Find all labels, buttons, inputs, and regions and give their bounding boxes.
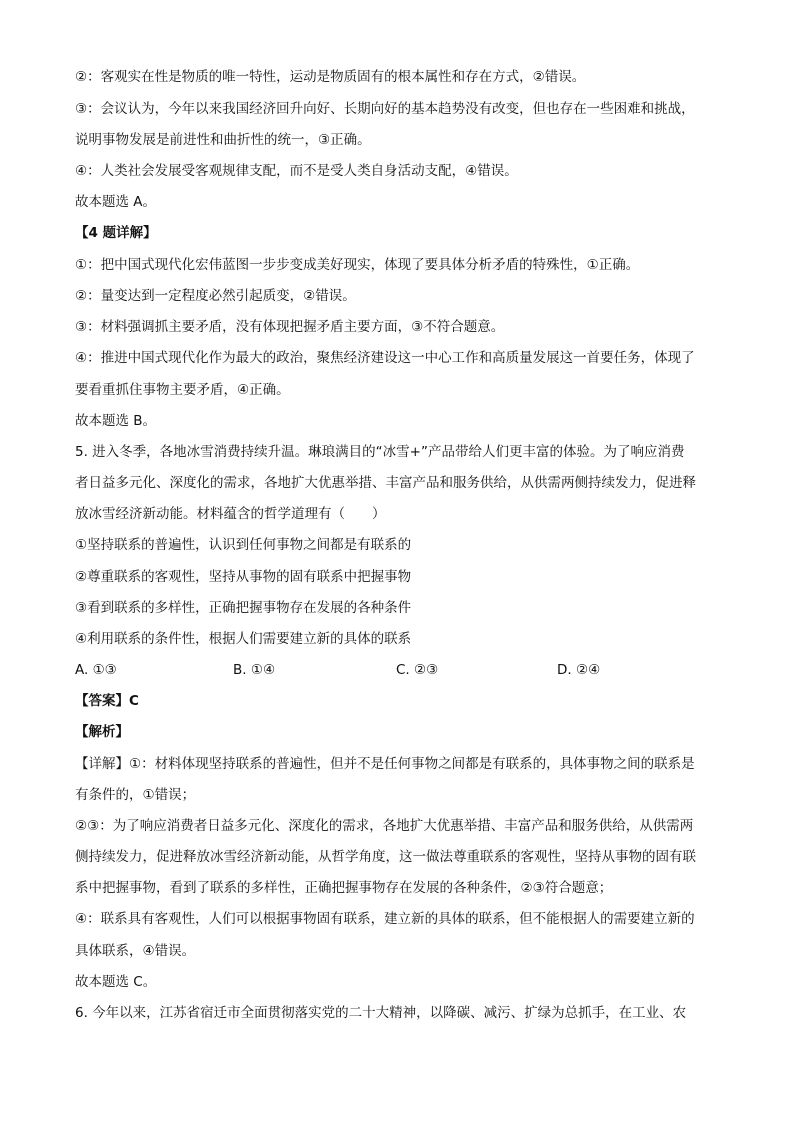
text-line: ③：会议认为，今年以来我国经济回升向好、长期向好的基本趋势没有改变，但也存在一些困难和挑战， [75, 101, 695, 117]
text-line: 要看重抓住事物主要矛盾，④正确。 [75, 382, 290, 398]
q4-heading: 【4 题详解】 [75, 225, 157, 241]
text-line: ②：客观实在性是物质的唯一特性，运动是物质固有的根本属性和存在方式，②错误。 [75, 69, 586, 85]
option-c: C. ②③ [396, 662, 439, 678]
explanation-line: ②③：为了响应消费者日益多元化、深度化的需求，各地扩大优惠举措、丰富产品和服务供给，从供需两 [75, 818, 694, 834]
text-line: ③：材料强调抓主要矛盾，没有体现把握矛盾主要方面，③不符合题意。 [75, 319, 505, 335]
question-5-text: 放冰雪经济新动能。材料蕴含的哲学道理有（ ） [75, 506, 386, 522]
question-5-statement: ①坚持联系的普遍性，认识到任何事物之间都是有联系的 [75, 537, 412, 553]
question-5-statement: ③看到联系的多样性，正确把握事物存在发展的各种条件 [75, 600, 412, 616]
explanation-line: 具体联系，④错误。 [75, 943, 196, 959]
text-line: ①：把中国式现代化宏伟蓝图一步步变成美好现实，体现了要具体分析矛盾的特殊性，①正确。 [75, 257, 640, 273]
question-5-statement: ②尊重联系的客观性，坚持从事物的固有联系中把握事物 [75, 569, 412, 585]
answer-label: 【答案】C [75, 693, 139, 709]
text-line: 说明事物发展是前进性和曲折性的统一，③正确。 [75, 132, 371, 148]
text-line: ④：推进中国式现代化作为最大的政治，聚焦经济建设这一中心工作和高质量发展这一首要任务，体现了 [75, 350, 695, 366]
text-line: ④：人类社会发展受客观规律支配，而不是受人类自身活动支配，④错误。 [75, 163, 518, 179]
option-b: B. ①④ [233, 662, 276, 678]
text-line: 故本题选 B。 [75, 413, 157, 429]
question-5-text: 5. 进入冬季，各地冰雪消费持续升温。琳琅满目的“冰雪+”产品带给人们更丰富的体验。为了响应消费 [75, 444, 685, 460]
question-5-text: 者日益多元化、深度化的需求，各地扩大优惠举措、丰富产品和服务供给，从供需两侧持续发力，促进释 [75, 475, 696, 491]
explanation-line: 有条件的，①错误； [75, 787, 196, 803]
analysis-label: 【解析】 [75, 724, 129, 740]
text-line: 故本题选 A。 [75, 194, 157, 210]
option-a: A. ①③ [75, 662, 117, 678]
explanation-line: 【详解】①：材料体现坚持联系的普遍性，但并不是任何事物之间都是有联系的，具体事物之间的联系是 [75, 756, 695, 772]
explanation-line: 故本题选 C。 [75, 974, 157, 990]
question-5-statement: ④利用联系的条件性，根据人们需要建立新的具体的联系 [75, 631, 412, 647]
explanation-line: 侧持续发力，促进释放冰雪经济新动能，从哲学角度，这一做法尊重联系的客观性，坚持从事物的固有联 [75, 849, 696, 865]
question-6-text: 6. 今年以来，江苏省宿迁市全面贯彻落实党的二十大精神，以降碳、减污、扩绿为总抓手，在工业、农 [75, 1005, 687, 1021]
explanation-line: 系中把握事物，看到了联系的多样性，正确把握事物存在发展的各种条件，②③符合题意； [75, 880, 613, 896]
explanation-line: ④：联系具有客观性，人们可以根据事物固有联系，建立新的具体的联系，但不能根据人的需要建立新的 [75, 911, 695, 927]
option-d: D. ②④ [557, 662, 601, 678]
text-line: ②：量变达到一定程度必然引起质变，②错误。 [75, 288, 356, 304]
